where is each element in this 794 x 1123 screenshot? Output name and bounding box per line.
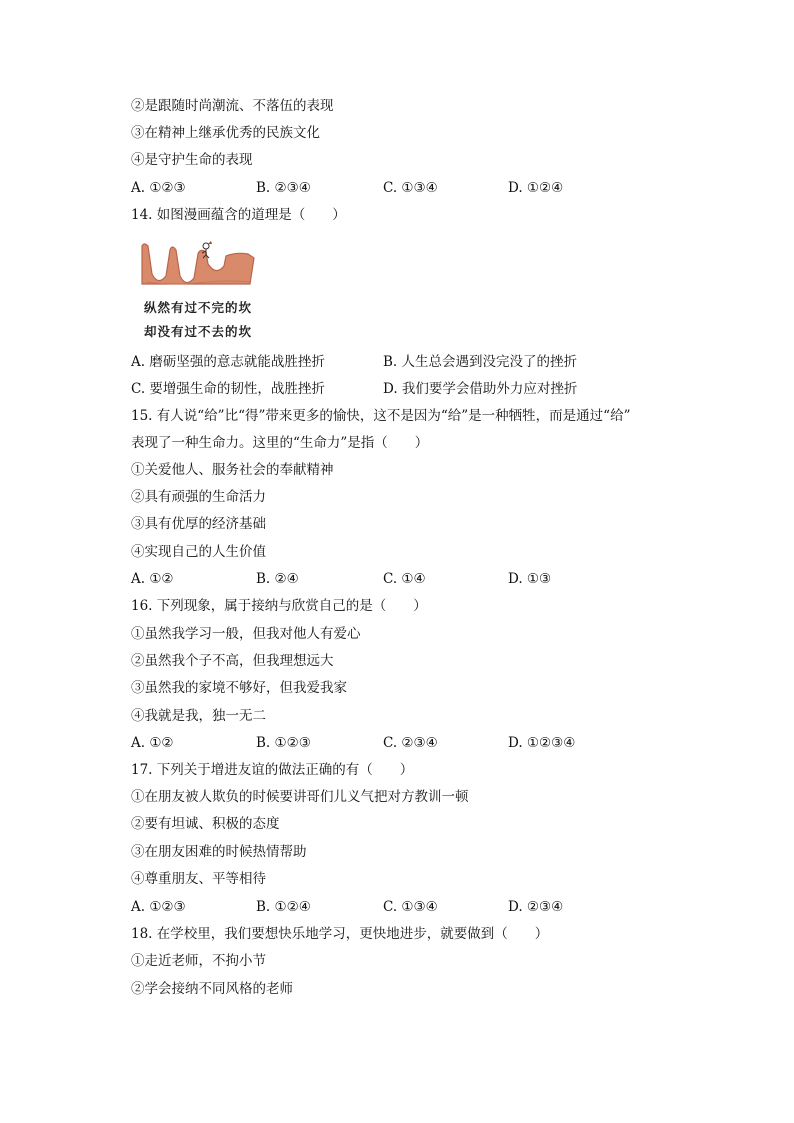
q13-item-3: ③在精神上继承优秀的民族文化 [131,125,320,141]
q17-option-a[interactable]: A. ①②③ [131,899,186,915]
q17-item-4: ④尊重朋友、平等相待 [131,871,266,887]
q16-option-b[interactable]: B. ①②③ [256,735,311,751]
q14-stem: 14. 如图漫画蕴含的道理是（ ） [131,207,346,223]
q17-stem: 17. 下列关于增进友谊的做法正确的有（ ） [131,762,414,778]
q18-item-1: ①走近老师，不拘小节 [131,953,266,969]
q14-option-b[interactable]: B. 人生总会遇到没完没了的挫折 [383,354,578,370]
comic-terrain-illustration [136,236,266,296]
q16-option-c[interactable]: C. ②③④ [383,735,438,751]
q15-item-4: ④实现自己的人生价值 [131,544,266,560]
q13-option-c[interactable]: C. ①③④ [383,180,438,196]
q17-option-b[interactable]: B. ①②④ [256,899,311,915]
q13-item-4: ④是守护生命的表现 [131,152,253,168]
q16-item-3: ③虽然我的家境不够好，但我爱我家 [131,680,347,696]
q15-option-d[interactable]: D. ①③ [508,571,552,587]
q14-option-a[interactable]: A. 磨砺坚强的意志就能战胜挫折 [131,354,325,370]
q15-item-2: ②具有顽强的生命活力 [131,489,266,505]
q17-option-c[interactable]: C. ①③④ [383,899,438,915]
q13-option-b[interactable]: B. ②③④ [256,180,311,196]
q15-option-b[interactable]: B. ②④ [256,571,299,587]
q14-option-c[interactable]: C. 要增强生命的韧性，战胜挫折 [131,381,325,397]
q16-item-1: ①虽然我学习一般，但我对他人有爱心 [131,626,361,642]
q17-option-d[interactable]: D. ②③④ [508,899,564,915]
q17-item-1: ①在朋友被人欺负的时候要讲哥们儿义气把对方教训一顿 [131,789,469,805]
q15-stem-line-2: 表现了一种生命力。这里的“生命力”是指（ ） [131,435,429,451]
q14-option-d[interactable]: D. 我们要学会借助外力应对挫折 [383,381,578,397]
q16-item-2: ②虽然我个子不高，但我理想远大 [131,653,334,669]
q15-option-c[interactable]: C. ①④ [383,571,426,587]
comic-caption-line-1: 纵然有过不完的坎 [144,300,253,315]
q16-item-4: ④我就是我，独一无二 [131,708,266,724]
q15-option-a[interactable]: A. ①② [131,571,174,587]
q16-stem: 16. 下列现象，属于接纳与欣赏自己的是（ ） [131,598,427,614]
q17-item-2: ②要有坦诚、积极的态度 [131,816,280,832]
q17-item-3: ③在朋友困难的时候热情帮助 [131,844,307,860]
q15-item-1: ①关爱他人、服务社会的奉献精神 [131,462,334,478]
q13-option-a[interactable]: A. ①②③ [131,180,186,196]
comic-caption-line-2: 却没有过不去的坎 [144,324,253,339]
q15-stem-line-1: 15. 有人说“给”比“得”带来更多的愉快，这不是因为“给”是一种牺牲，而是通过“给” [131,408,631,424]
q16-option-d[interactable]: D. ①②③④ [508,735,576,751]
q16-option-a[interactable]: A. ①② [131,735,174,751]
q18-stem: 18. 在学校里，我们要想快乐地学习，更快地进步，就要做到（ ） [131,926,549,942]
q13-item-2: ②是跟随时尚潮流、不落伍的表现 [131,98,334,114]
q13-option-d[interactable]: D. ①②④ [508,180,564,196]
q15-item-3: ③具有优厚的经济基础 [131,516,266,532]
q18-item-2: ②学会接纳不同风格的老师 [131,981,293,997]
